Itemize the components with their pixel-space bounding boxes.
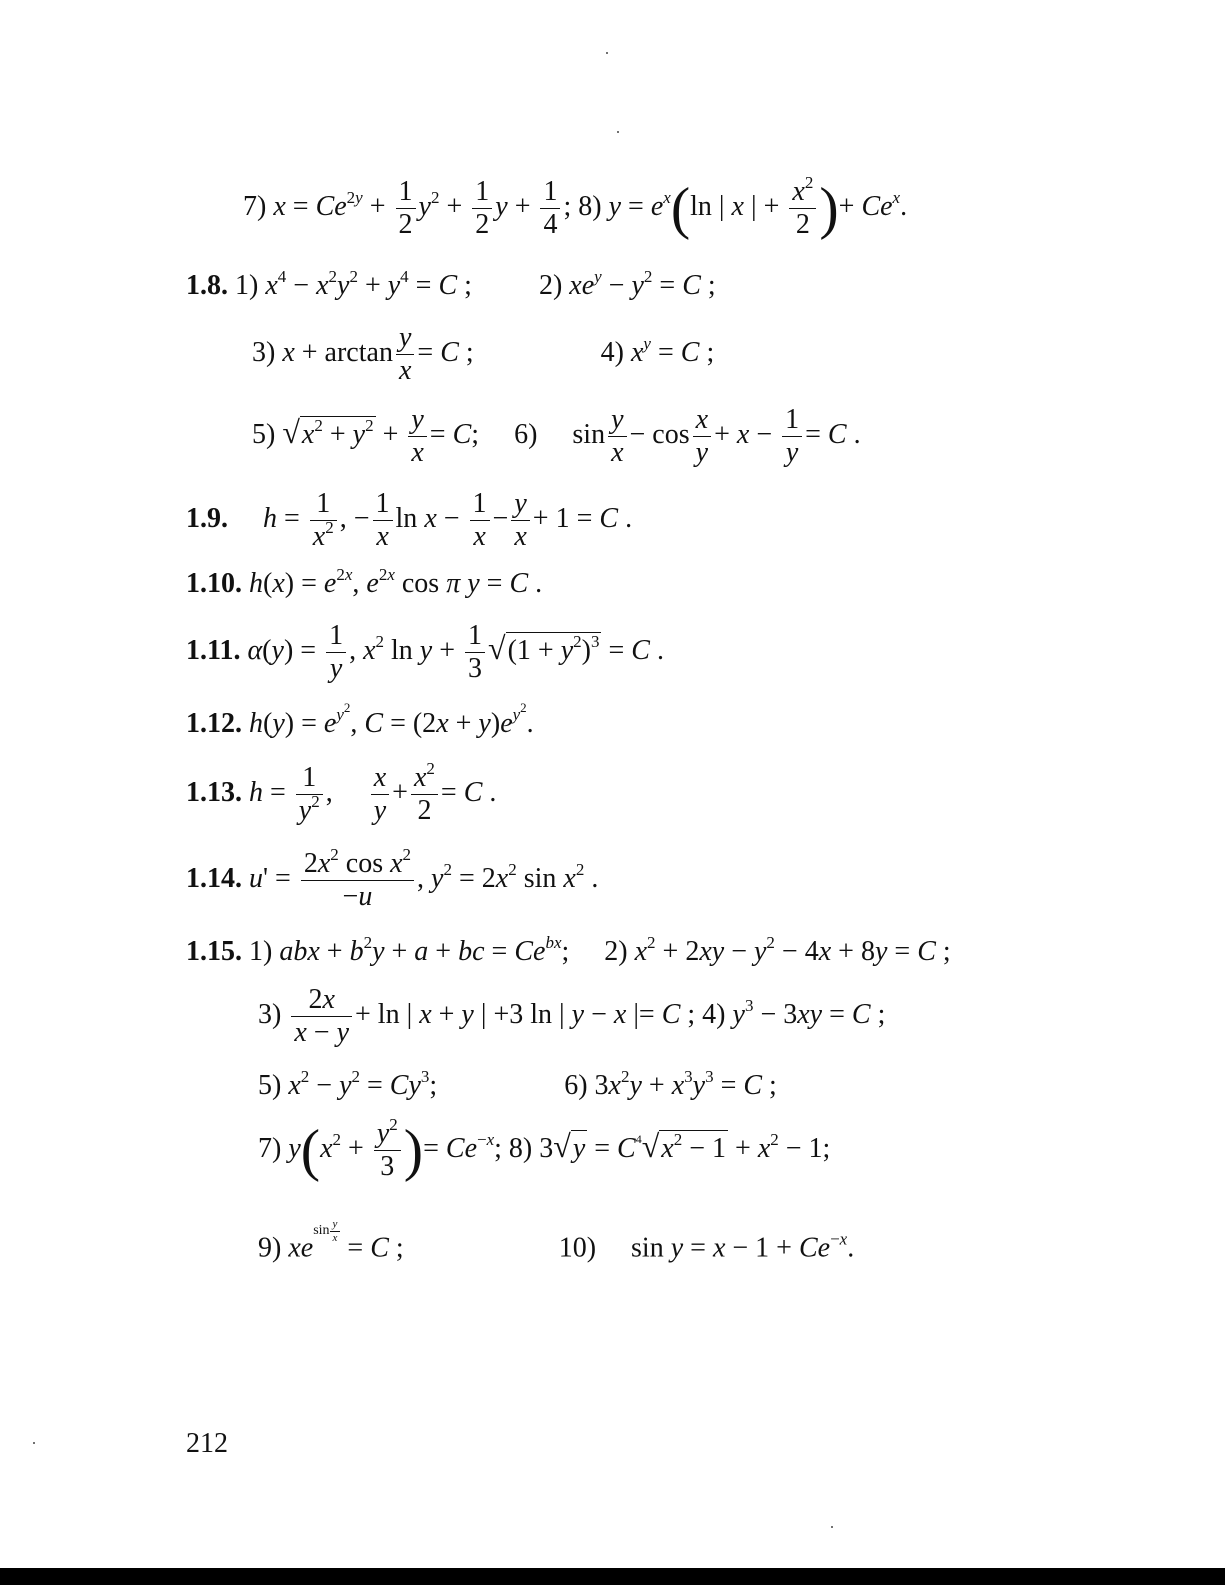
- problem-number: 1.13.: [186, 777, 242, 809]
- answer-1-14: 1.14. u' = $\frac{2x^2 \cos x^2}{-u}$ , $y^2 = 2x^2$ $\sin x^2$ .: [186, 845, 599, 913]
- answer-1-10: 1.10. $h(x) = e^{2x}$, $e^{2x}$ cos π y = C .: [186, 565, 543, 599]
- item-label: 8): [578, 191, 602, 223]
- answer-1-13: 1.13. h = $\frac{1}{y^2}$ , $\frac{x}{y}$ + $\frac{x^2}{2}$ = C .: [186, 759, 497, 827]
- answer-1-7-items-7-8: 7) $x = Ce^{2y}$ + $\frac{1}{2}$ $y^2$ + $\frac{1}{2}$ y + $\frac{1}{4}$ ; 8) $y = e^x(\ln$ | x | + $\frac{x^2}{2}$ )+ $Ce^x$.: [243, 173, 908, 241]
- item-label: 7): [243, 191, 267, 223]
- problem-number: 1.14.: [186, 863, 242, 895]
- problem-number: 1.9.: [186, 503, 228, 535]
- answer-1-8-row-1: 1.8. 1) $x^4 - x^2y^2 + y^4 = C$ ; 2) $xe^y - y^2 = C$ ;: [186, 267, 716, 301]
- answer-1-9: 1.9. h = $\frac{1}{x^2}$ , − $\frac{1}{x}$ ln x − $\frac{1}{x}$ − $\frac{y}{x}$ + 1 = C .: [186, 488, 633, 553]
- scan-speck: [617, 131, 619, 133]
- answer-1-12: 1.12. $h(y) = e^{y^2}$, $C = (2x + y)e^{y^2}$.: [186, 700, 534, 739]
- scan-bottom-border: [0, 1568, 1225, 1585]
- answer-1-15-row-1: 1.15. 1) abx + $b^2y + a$ + bc = $Ce^{bx}$; 2) $x^2 + 2xy - y^2 - 4x + 8y = C$ ;: [186, 933, 951, 967]
- scan-speck: [831, 1526, 833, 1528]
- page-number: 212: [186, 1428, 228, 1459]
- answer-1-8-row-2: 3) x + arctan $\frac{y}{x}$ = C ; 4) $x^y = C$ ;: [252, 322, 715, 387]
- problem-number: 1.11.: [186, 635, 241, 667]
- answer-1-15-row-2: 3) $\frac{2x}{x - y}$ + ln | x + y | +3 ln | y − x |= C ; 4) $y^3 - 3xy = C$ ;: [258, 984, 886, 1049]
- answer-1-11: 1.11. α(y) = $\frac{1}{y}$ , $x^2$ ln y + $\frac{1}{3}$ $√(1 + y^2)^3 = C$ .: [186, 620, 664, 685]
- answer-1-15-row-4: 7) $y(x^2$ + $\frac{y^2}{3}$ )= $Ce^{-x}$; 8) $3√y = C^4√x^2 - 1 + x^2 - 1$;: [258, 1115, 831, 1183]
- scan-speck: [33, 1442, 35, 1444]
- problem-number: 1.10.: [186, 568, 242, 599]
- problem-number: 1.8.: [186, 270, 228, 301]
- answer-1-15-row-5: 9) $xe^{sin \frac{y}{x}}$ = C ; 10) $\sin y = x - 1 + Ce^{-x}$.: [258, 1218, 855, 1264]
- problem-number: 1.15.: [186, 936, 242, 967]
- scan-speck: [606, 52, 608, 54]
- answer-1-8-row-3: 5) $√x^2 + y^2$ + $\frac{y}{x}$ = C; 6) sin $\frac{y}{x}$ − cos $\frac{x}{y}$ + x − $\frac{1}{y}$ = C .: [252, 404, 861, 469]
- answer-1-15-row-3: 5) $x^2 - y^2 = Cy^3$; 6) $3x^2y + x^3y^3 = C$ ;: [258, 1067, 777, 1101]
- problem-number: 1.12.: [186, 708, 242, 739]
